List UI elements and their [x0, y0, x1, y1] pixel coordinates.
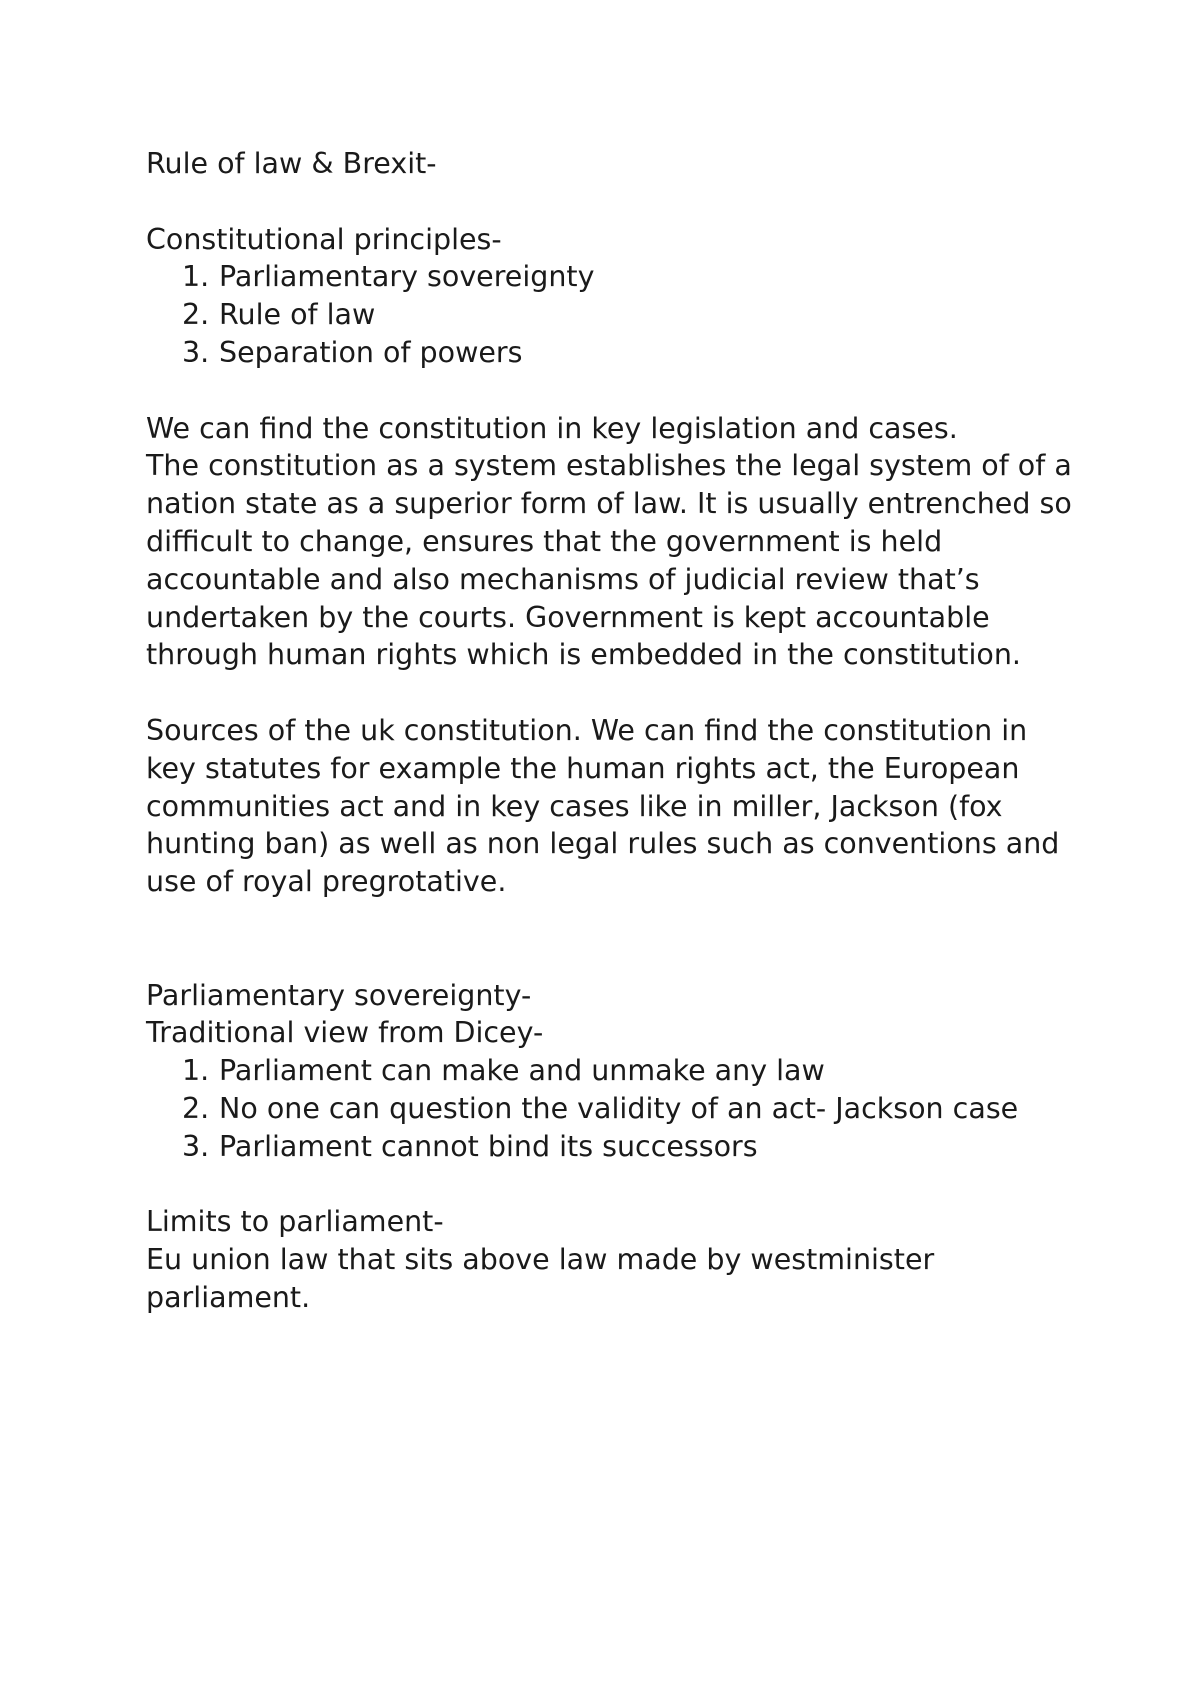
blank-line — [146, 372, 1086, 410]
blank-line — [146, 1166, 1086, 1204]
paragraph-sources: Sources of the uk constitution. We can find the constitution in key statutes for example the human rights act, the European communities act and in key cases like in miller, Jackson (fox hunting ban) as well as non legal rules such as conventions and use of royal pregrotative. — [146, 713, 1060, 899]
list-item: 2. Rule of law — [182, 298, 376, 332]
dicey-list — [146, 1052, 1086, 1165]
list-item: 2. No one can question the validity of an act- Jackson case — [182, 1091, 1019, 1125]
paragraph-constitution-system: The constitution as a system establishes the legal system of of a nation state as a superior form of law. It is usually entrenched so difficult to change, ensures that the government is held accountable and also mechanisms of judicial review that’s undertaken by the courts. Government is kept accountable through human rights which is embedded in the constitution. — [146, 449, 1072, 672]
section-heading-constitutional-principles: Constitutional principles- — [146, 222, 502, 256]
paragraph-eu-law: Eu union law that sits above law made by westminister parliament. — [146, 1243, 935, 1314]
principles-list — [146, 258, 1086, 371]
list-item: 3. Separation of powers — [182, 335, 523, 369]
blank-line — [146, 674, 1086, 712]
document-page — [146, 145, 1086, 1317]
list-item: 1. Parliamentary sovereignty — [182, 260, 595, 294]
paragraph-find-constitution: We can find the constitution in key legislation and cases. — [146, 411, 958, 445]
subheading-dicey: Traditional view from Dicey- — [146, 1016, 544, 1050]
blank-line — [146, 183, 1086, 221]
section-heading-parliamentary-sovereignty: Parliamentary sovereignty- — [146, 978, 532, 1012]
list-item: 1. Parliament can make and unmake any law — [182, 1054, 825, 1088]
section-heading-limits: Limits to parliament- — [146, 1205, 444, 1239]
blank-lines — [146, 901, 1086, 977]
document-title: Rule of law & Brexit- — [146, 147, 437, 180]
list-item: 3. Parliament cannot bind its successors — [182, 1129, 758, 1163]
